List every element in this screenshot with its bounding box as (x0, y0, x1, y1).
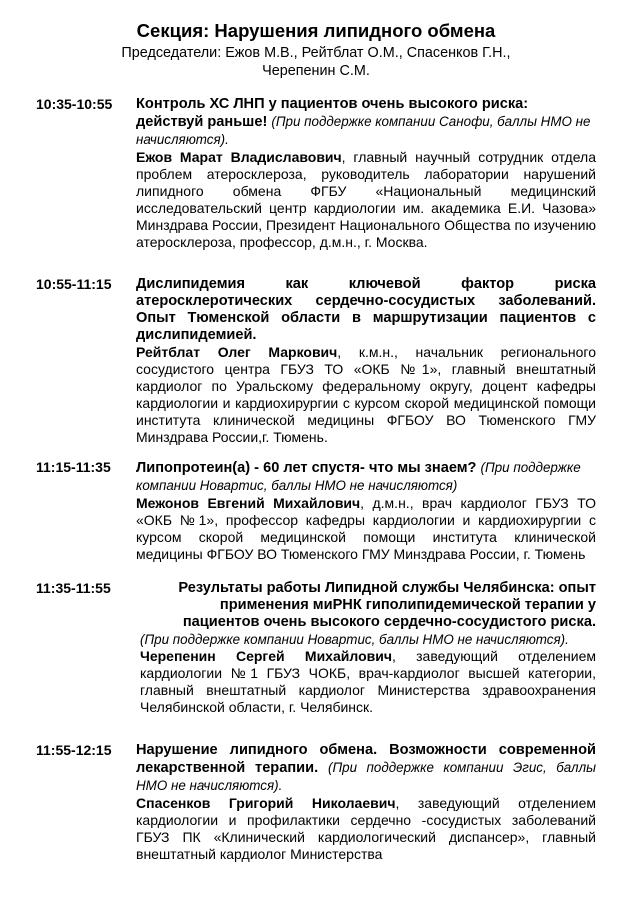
talk-5 (36, 742, 596, 863)
speaker (136, 149, 596, 251)
section-header (0, 20, 632, 80)
talk-time: 10:35-10:55 (36, 96, 113, 112)
chairpersons-line-1: Председатели: Ежов М.В., Рейтблат О.М., Спасенков Г.Н., (121, 45, 511, 61)
talk-1 (36, 96, 596, 251)
speaker (136, 795, 596, 863)
talk-title (136, 96, 596, 149)
speaker-name: Черепенин Сергей Михайлович (140, 648, 392, 664)
talk-title: Результаты работы Липидной службы Челябинска: опыт применения миРНК гиполипидемической терапии у пациентов очень высокого сердечно-сосудистого риска. (178, 580, 596, 630)
sponsor-note: (При поддержке компании Санофи, баллы НМО не начисляются). (136, 114, 591, 147)
speaker-info: , заведующий отделением кардиологии №1 ГБУЗ ЧОКБ, врач-кардиолог высшей категории, главный внештатный кардиолог Министерства здравоохранения Челябинской области, г. Челябинск. (140, 648, 596, 715)
chairpersons-line-2: Черепенин С.М. (262, 63, 370, 79)
sponsor-note: (При поддержке компании Новартис, баллы НМО не начисляются) (136, 460, 581, 493)
talk-title-text: Дислипидемия как ключевой фактор риска атеросклеротических сердечно-сосудистых заболеваний. Опыт Тюменской области в маршрутизации пациентов с дислипидемией. (136, 276, 596, 343)
speaker-name: Спасенков Григорий Николаевич (136, 795, 396, 811)
talk-2 (36, 276, 596, 446)
speaker (136, 495, 596, 563)
speaker (136, 344, 596, 446)
talk-title (136, 459, 596, 495)
talk-title-text: Нарушение липидного обмена. Возможности современной лекарственной терапии. (136, 742, 596, 776)
speaker-info: , к.м.н., начальник регионального сосудистого центра ГБУЗ ТО «ОКБ №1», главный внештатный кардиолог по Уральскому федеральному округу, доцент кафедры кардиологии и кардиохирургии с курсом скорой медицинской помощи института клинической медицины ФГБОУ ВО Тюменского ГМУ Минздрава России,г. Тюмень. (136, 344, 596, 445)
sponsor-note: (При поддержке компании Новартис, баллы НМО не начисляются). (140, 632, 569, 647)
talk-title-text: Липопротеин(а) - 60 лет спустя- что мы знаем? (136, 460, 477, 476)
speaker-info: , д.м.н., врач кардиолог ГБУЗ ТО «ОКБ №1», профессор кафедры кардиологии и кардиохирургии с курсом скорой медицинской помощи института клинической медицины ФГБОУ ВО Тюменского ГМУ Минздрава России, г. Тюмень (136, 495, 596, 562)
chairpersons (0, 44, 632, 80)
talk-title (136, 276, 596, 344)
talk-time: 11:35-11:55 (36, 580, 111, 596)
speaker-info: , заведующий отделением кардиологии и профилактики сердечно -сосудистых заболеваний ГБУЗ ПК «Клинический кардиологический диспансер», главный внештатный кардиолог Министерства (136, 795, 597, 862)
speaker-name: Межонов Евгений Михайлович (136, 495, 361, 511)
section-title: Секция: Нарушения липидного обмена (136, 20, 496, 41)
talk-title (136, 742, 596, 795)
speaker-name: Ежов Марат Владиславович (136, 149, 342, 165)
talk-title-text: Контроль ХС ЛНП у пациентов очень высокого риска: действуй раньше! (136, 96, 529, 130)
talk-time: 11:15-11:35 (36, 459, 111, 475)
sponsor-note: (При поддержке компании Эгис, баллы НМО не начисляются). (136, 760, 596, 793)
talk-4 (36, 580, 596, 716)
speaker-info: , главный научный сотрудник отдела проблем атеросклероза, руководитель лаборатории нарушений липидного обмена ФГБУ «Национальный медицинский исследовательский центр кардиологии им. академика Е.И. Чазова» Минздрава России, Президент Национального Общества по изучению атеросклероза, профессор, д.м.н., г. Москва. (136, 149, 596, 250)
talk-time: 11:55-12:15 (36, 742, 112, 758)
speaker (140, 648, 596, 716)
talk-3 (36, 459, 596, 563)
talk-time: 10:55-11:15 (36, 276, 112, 292)
speaker-name: Рейтблат Олег Маркович (136, 344, 338, 360)
